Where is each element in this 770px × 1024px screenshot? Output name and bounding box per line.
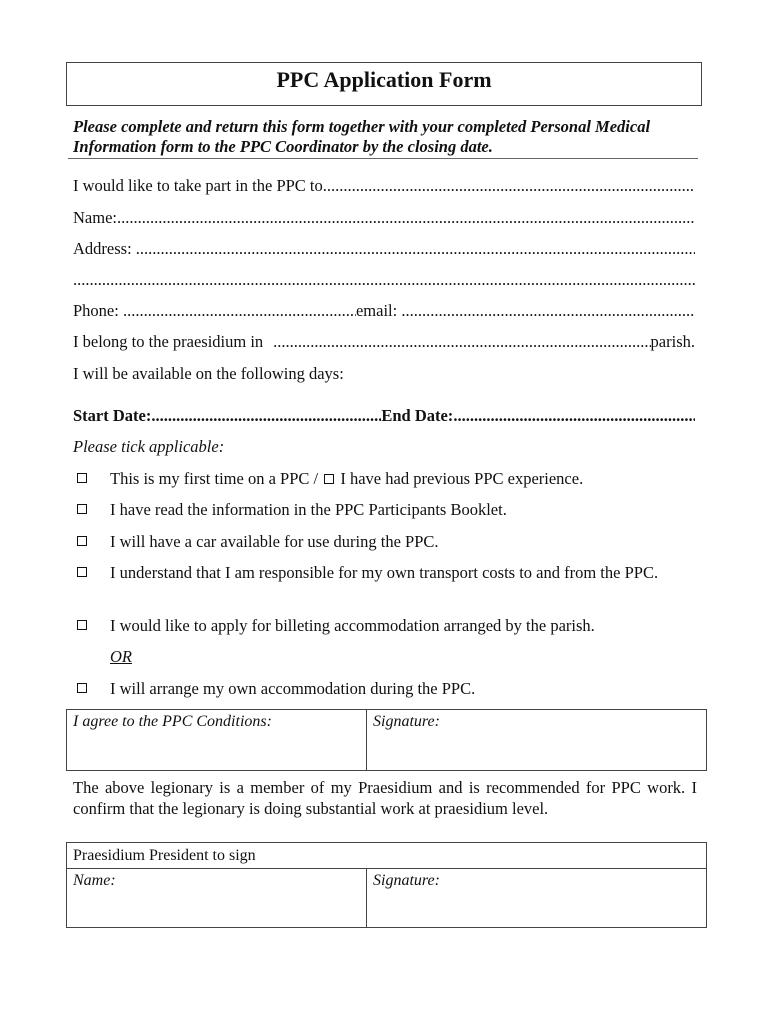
- form-instructions: Please complete and return this form together with your completed Personal Medical Information form to the PPC Coordinator by the closing date.: [73, 117, 651, 156]
- president-name-box[interactable]: [66, 868, 367, 928]
- own-accommodation-checkbox[interactable]: [77, 683, 87, 693]
- address-line-2[interactable]: [73, 270, 695, 290]
- car-checkbox[interactable]: [77, 536, 87, 546]
- parish-suffix: parish.: [650, 332, 695, 351]
- start-date-label: Start Date:: [73, 406, 152, 425]
- address-blank-2[interactable]: [73, 270, 695, 290]
- read-booklet-text: I have read the information in the PPC Participants Booklet.: [110, 500, 507, 519]
- phone-label: Phone:: [73, 301, 119, 320]
- availability-label: I will be available on the following days:: [73, 364, 344, 383]
- take-part-label: I would like to take part in the PPC to: [73, 176, 323, 195]
- read-booklet-checkbox[interactable]: [77, 504, 87, 514]
- agree-conditions-label: I agree to the PPC Conditions:: [73, 713, 272, 730]
- take-part-field[interactable]: [73, 176, 695, 196]
- name-label: Name:: [73, 208, 117, 227]
- billeting-text: I would like to apply for billeting accommodation arranged by the parish.: [110, 616, 595, 635]
- address-label: Address:: [73, 239, 132, 258]
- praesidium-label: I belong to the praesidium in: [73, 332, 264, 351]
- first-time-checkbox[interactable]: [77, 473, 87, 483]
- form-title: PPC Application Form: [66, 62, 702, 106]
- billeting-checkbox[interactable]: [77, 620, 87, 630]
- name-field[interactable]: [73, 208, 695, 228]
- address-field[interactable]: [73, 239, 695, 259]
- president-name-label: Name:: [73, 872, 116, 889]
- end-date-blank[interactable]: [453, 406, 695, 426]
- first-time-text: This is my first time on a PPC /: [110, 469, 319, 488]
- car-text: I will have a car available for use during the PPC.: [110, 532, 439, 551]
- recommendation-text: The above legionary is a member of my Praesidium and is recommended for PPC work. I confirm that the legionary is doing substantial work at praesidium level.: [73, 778, 697, 818]
- email-blank[interactable]: [401, 301, 695, 321]
- praesidium-blank[interactable]: [273, 332, 650, 352]
- take-part-blank[interactable]: [323, 176, 695, 196]
- address-blank[interactable]: [136, 239, 695, 259]
- own-accommodation-text: I will arrange my own accommodation during the PPC.: [110, 679, 476, 698]
- agree-conditions-box[interactable]: [66, 709, 367, 771]
- first-time-option: [110, 469, 700, 489]
- or-label: OR: [110, 647, 132, 666]
- end-date-label: End Date:: [381, 406, 454, 425]
- tick-heading: Please tick applicable:: [73, 437, 225, 456]
- name-blank[interactable]: [117, 208, 695, 228]
- transport-text: I understand that I am responsible for my own transport costs to and from the PPC.: [110, 563, 659, 582]
- president-signature-label: Signature:: [373, 872, 440, 889]
- president-signature-box[interactable]: [366, 868, 707, 928]
- email-label: email:: [355, 301, 398, 320]
- divider: [68, 158, 698, 159]
- dates-field[interactable]: [73, 406, 695, 426]
- previous-experience-checkbox[interactable]: [324, 474, 334, 484]
- president-heading: Praesidium President to sign: [66, 842, 707, 869]
- transport-checkbox[interactable]: [77, 567, 87, 577]
- agree-signature-box[interactable]: [366, 709, 707, 771]
- praesidium-field[interactable]: [73, 332, 695, 352]
- phone-blank[interactable]: [123, 301, 356, 321]
- phone-email-field[interactable]: [73, 301, 695, 321]
- start-date-blank[interactable]: [151, 406, 381, 426]
- previous-experience-text: I have had previous PPC experience.: [340, 469, 584, 488]
- agree-signature-label: Signature:: [373, 713, 440, 730]
